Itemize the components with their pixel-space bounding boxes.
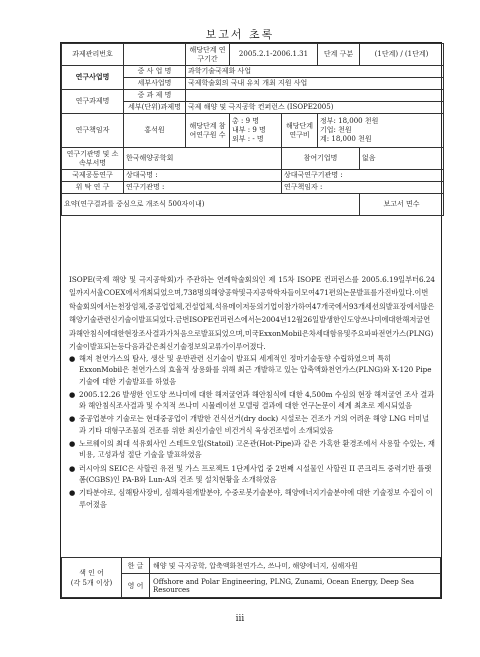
- list-item: [69, 487, 435, 510]
- internal-value: 9 명: [252, 126, 266, 135]
- main-project-value: 과학기술국제화 사업: [186, 66, 444, 78]
- task-label: 연구과제명: [62, 90, 124, 114]
- keywords-label: [62, 558, 122, 598]
- year-label: 해당단계 연구기간: [186, 44, 230, 66]
- budget-total-value: 18,000 천원: [331, 134, 372, 143]
- bullet-icon: ●: [69, 463, 76, 473]
- bullet-text: 기타분야로, 심해탐사장비, 심해자원개발분야, 수중로봇기술분야, 해양에너지기술분야에 대한 기술정보 수집이 이루어졌음: [79, 488, 433, 509]
- bullet-icon: ●: [69, 488, 76, 498]
- project-no-label: 과제관리번호: [62, 44, 124, 66]
- project-no-value: [124, 44, 186, 66]
- major-task-label: 중 과 제 명: [124, 90, 186, 102]
- researcher-name: 홍석원: [124, 114, 186, 148]
- major-task-value: [186, 90, 444, 102]
- bullet-text: 해저 천연가스의 탐사, 생산 및 운반관련 신기술이 발표되 세계적인 정마기술동향 수립하였으며 특히 ExxonMobil은 천연가스의 효율적 상용화를 위해 최근 개발하고 있는 압축액화천연가스(PLNG)와 X-120 Pipe 기술에 대한 기술발표를 하였음: [79, 354, 432, 386]
- counterpart-label: 상대국명 :: [124, 170, 282, 182]
- project-label: 연구사업명: [62, 66, 124, 90]
- bullet-icon: ●: [69, 389, 76, 399]
- bullet-text: 노르웨이의 최대 석유회사인 스테트오일(Statoil) 고온관(Hot-Pipe)과 같은 가혹한 환경조에서 사용할 수있는, 재비용, 고성과성 절단 기술을 발표하였음: [79, 439, 436, 460]
- summary-label: 요약(연구결과를 중심으로 개조식 500자이내): [62, 193, 360, 215]
- budget-values: [318, 114, 444, 148]
- detail-task-label: 세부(단위)과제명: [124, 102, 186, 114]
- gov-label: 정부:: [320, 117, 336, 126]
- bullet-text: 러시아의 SEIC은 사할린 유전 및 가스 프로젝트 1단계사업 중 2번째 시설물인 사할린 II 콘크리트 중력기반 플랫폼(CGBS)인 PA-B와 Lun-A의 건조 및 설치현황을 소개하였음: [79, 463, 432, 484]
- keywords-table: [61, 557, 441, 598]
- counterpart-inst-label: 상대국연구기관명 :: [282, 170, 444, 182]
- list-item: [69, 413, 435, 436]
- total-label: 총 :: [232, 117, 244, 126]
- meta-table: [61, 43, 444, 216]
- researcher-label: 연구책임자: [62, 114, 124, 148]
- bullet-icon: ●: [69, 414, 76, 424]
- participants-counts: [230, 114, 282, 148]
- intl-label: 국제공동연구: [62, 170, 124, 182]
- corp-label: 기업:: [320, 126, 336, 135]
- report-title: 보고서 초록: [205, 28, 275, 41]
- stage-value: (1단계) / (1단계): [360, 44, 444, 66]
- keywords-block: [61, 557, 441, 598]
- summary-bullets: [69, 353, 435, 512]
- budget-total-label: 계:: [320, 134, 330, 143]
- participants-label: 해당단계 참여연구원 수: [186, 114, 230, 148]
- index-label: 색 인 어: [79, 568, 104, 577]
- consign-label: 위 탁 연 구: [62, 181, 124, 193]
- total-value: 9 명: [245, 117, 260, 126]
- company-label: 참여기업명: [282, 148, 360, 170]
- institution-value: 한국해양공학회: [124, 148, 282, 170]
- consign-person-label: 연구책임자 :: [282, 181, 444, 193]
- bullet-text: 2005.12.26 발생한 인도양 쓰나미에 대한 해저굴연과 해안침식에 대한 4,500m 수심의 현장 해저굴연 조사 결과와 해안침식조사결과 및 수치적 쓰나미 시뮬레이션 모델링 결과에 대한 연구논문이 세계 최초로 제시되었음: [79, 389, 435, 411]
- list-item: [69, 438, 435, 461]
- company-value: 없음: [360, 148, 444, 170]
- summary-text: ISOPE(국제 해양 및 극지공학회)가 주관하는 연례학술회의인 제 15차 ISOPE 컨퍼런스를 2005.6.19일부터6.24일까지서울COEX에서개최되었으며,738명의해양공학및극지공학학자들이모여471편의논문발표를가진바있다.이번학술회의에서는천장엄체,중공업업체,건설업체,석유메이저등의기업이참가하여47개국에서93개세션의발표장에서많은해양기술관련신기술이발표되었다.금번ISOPE컨퍼런스에서는2004년12월26일발생한인도양쓰나미에대한해저굴연과해안침식에대한현장조사결과가처음으로발표되었으며,미국ExxonMobil은차세대함유및주요파파전연가스(PLNG)기술이발표되는등다음과같은최신기술정보의교류가이루어졌다.: [69, 275, 435, 352]
- corp-value: 천원: [338, 126, 352, 135]
- main-project-label: 중 사 업 명: [124, 66, 186, 78]
- detail-task-value: 국제 해양 및 극지공학 컨퍼런스 (ISOPE2005): [186, 102, 444, 114]
- detail-project-label: 세부사업명: [124, 78, 186, 90]
- detail-project-value: 국제학술회의 국내 유치 개최 지원 사업: [186, 78, 444, 90]
- list-item: [69, 463, 435, 486]
- external-value: - 명: [252, 134, 264, 143]
- list-item: [69, 389, 435, 412]
- summary-paragraph: [69, 273, 435, 353]
- consign-inst-label: 연구기관명 :: [124, 181, 282, 193]
- external-label: 외부 :: [232, 134, 251, 143]
- page-number: iii: [235, 614, 245, 624]
- list-item: [69, 353, 435, 387]
- bullet-text: 중공업분야 기술로는 현대중공업이 개발한 건식선거(dry dock) 시설로는 건조가 거의 어려운 해양 LNG 터미널과 기타 대형구조물의 건조를 위한 최신기술인 비건거식 육상건조법이 소개되었음: [79, 414, 430, 435]
- korean-keywords: 해양 및 극지공학, 압축액화천연가스, 쓰나미, 해양에너지, 심해자원: [150, 558, 441, 574]
- korean-label: 한 글: [122, 558, 150, 574]
- period-value: 2005.2.1-2006.1.31: [230, 44, 318, 66]
- english-label: 영 어: [122, 574, 150, 598]
- internal-label: 내부 :: [232, 126, 251, 135]
- gov-value: 18,000 천원: [338, 117, 379, 126]
- abstract-form: [60, 42, 442, 599]
- stage-label: 단계 구분: [318, 44, 360, 66]
- bullet-icon: ●: [69, 439, 76, 449]
- cost-label: 해당단계 연구비: [282, 114, 318, 148]
- english-keywords: Offshore and Polar Engineering, PLNG, Zunami, Ocean Energy, Deep Sea Resources: [150, 574, 441, 598]
- bullet-icon: ●: [69, 354, 76, 363]
- count-label: (각 5개 이상): [70, 578, 113, 587]
- institution-label: 연구기관명 및 소속부서명: [62, 148, 124, 170]
- pages-label: 보고서 면수: [360, 193, 444, 215]
